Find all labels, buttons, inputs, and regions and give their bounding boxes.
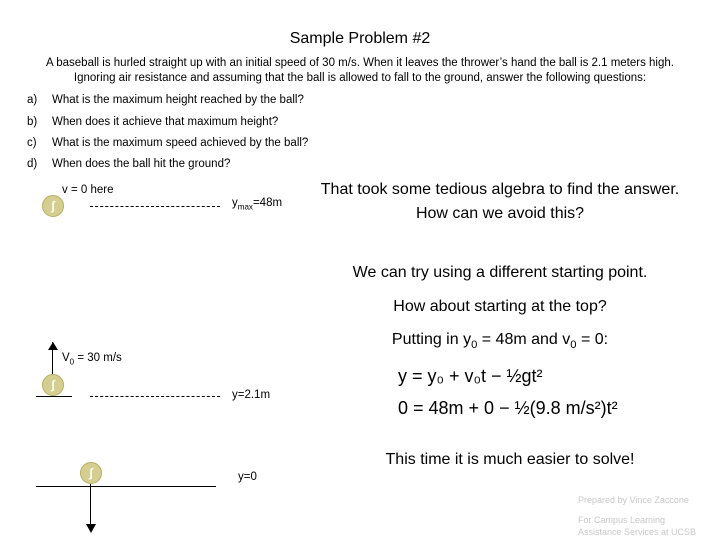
problem-statement bbox=[20, 56, 700, 86]
ground-line bbox=[36, 486, 216, 487]
question-letter: b) bbox=[27, 116, 38, 128]
ground-height-label: y=0 bbox=[238, 471, 257, 483]
commentary-line-1: That took some tedious algebra to find the answer. bbox=[320, 181, 680, 198]
baseball-icon-top: ʃ bbox=[42, 195, 64, 217]
ymax-label: $y_{max}=48m$ bbox=[232, 197, 283, 212]
question-letter: a) bbox=[27, 94, 38, 106]
commentary-block bbox=[290, 178, 710, 226]
credit-line-3: Assistance Services at UCSB bbox=[578, 527, 697, 537]
question-text: What is the maximum height reached by the ball? bbox=[52, 94, 304, 106]
velocity-arrow-up-icon bbox=[48, 342, 58, 350]
release-height-dashed-line bbox=[90, 396, 220, 397]
question-letter: c) bbox=[27, 137, 37, 149]
velocity-top-label: v = 0 here bbox=[62, 184, 114, 196]
release-height-label: y=2.1m bbox=[232, 389, 271, 401]
question-letter: d) bbox=[27, 158, 38, 170]
question-text: What is the maximum speed achieved by the ball? bbox=[52, 137, 309, 149]
commentary-line-5: Putting in $y_0 = 48m$ and $v_0 = 0$: bbox=[391, 331, 609, 352]
credit-line-1: Prepared by Vince Zaccone bbox=[578, 495, 689, 505]
commentary-line-4: How about starting at the top? bbox=[393, 298, 607, 315]
problem-statement-line-2: Ignoring air resistance and assuming that the ball is allowed to fall to the ground, answer the following questions: bbox=[73, 72, 647, 84]
velocity-arrow-down-shaft bbox=[90, 484, 91, 524]
question-text: When does the ball hit the ground? bbox=[52, 158, 231, 170]
initial-velocity-label: $V_0 = 30$ m/s bbox=[62, 352, 122, 367]
baseball-icon-release: ʃ bbox=[42, 374, 64, 396]
kinematic-equation-general: y = y₀ + v₀t − ½gt² bbox=[398, 366, 543, 386]
credit-line-2: For Campus Learning bbox=[578, 515, 666, 525]
velocity-arrow-down-icon bbox=[86, 524, 96, 533]
commentary-line-2: How can we avoid this? bbox=[415, 205, 585, 222]
baseball-icon-ground: ʃ bbox=[80, 462, 102, 484]
problem-statement-line-1: A baseball is hurled straight up with an initial speed of 30 m/s. When it leaves the thrower’s hand the ball is 2.1 meters high. bbox=[46, 57, 674, 69]
kinematic-equation-substituted: 0 = 48m + 0 − ½(9.8 m/s²)t² bbox=[398, 398, 618, 418]
max-height-dashed-line bbox=[90, 206, 220, 207]
commentary-line-3: We can try using a different starting point. bbox=[352, 264, 648, 281]
page-title: Sample Problem #2 bbox=[289, 30, 431, 47]
question-text: When does it achieve that maximum height? bbox=[52, 116, 279, 128]
commentary-line-6: This time it is much easier to solve! bbox=[385, 451, 635, 468]
hand-level-line bbox=[36, 396, 72, 397]
